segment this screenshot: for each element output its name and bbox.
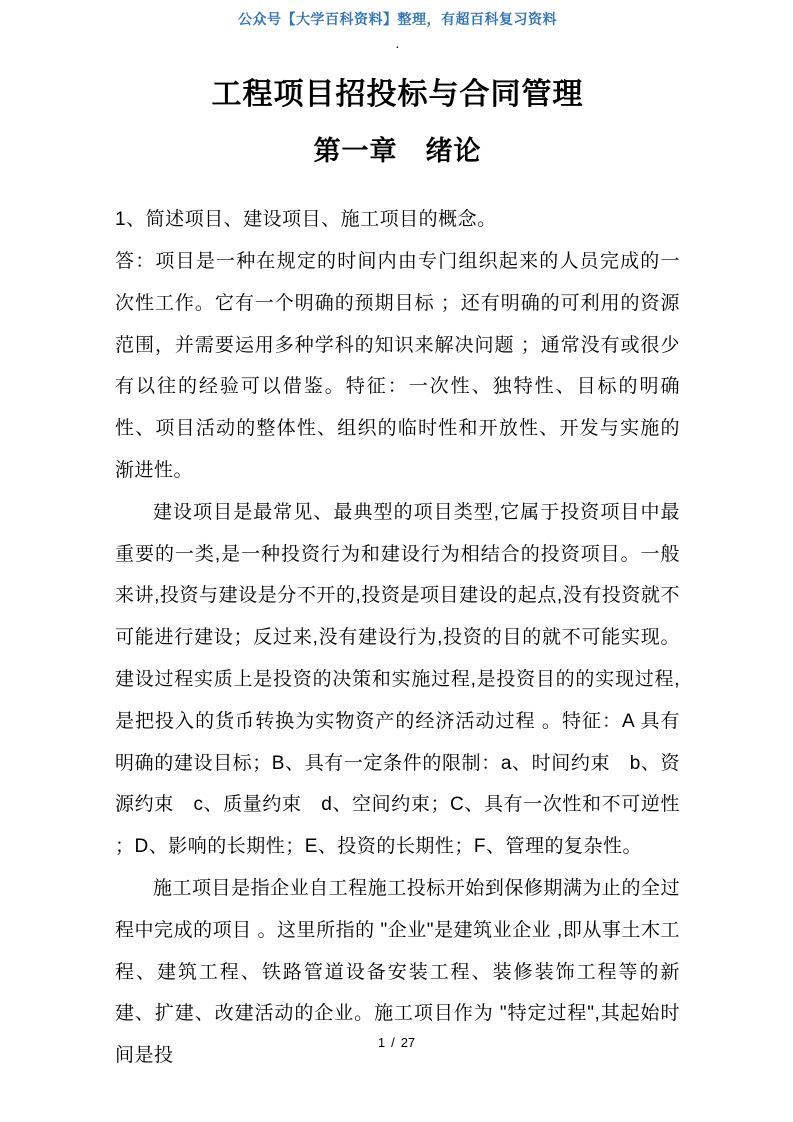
page-footer — [0, 1035, 793, 1050]
page-number-current: 1 — [377, 1035, 386, 1050]
document-body — [115, 199, 680, 1077]
body-paragraph: 答：项目是一种在规定的时间内由专门组织起来的人员完成的一次性工作。它有一个明确的预期目标 ；还有明确的可利用的资源范围，并需要运用多种学科的知识来解决问题 ；通常没有或很少有以往的经验可以借鉴。特征：一次性、独特性、目标的明确性、项目活动的整体性、组织的临时性和开放性、开发与实施的渐进性。 — [115, 251, 680, 482]
paragraph-container — [115, 241, 680, 1077]
page-number-separator: / — [391, 1035, 395, 1050]
body-paragraph: 建设项目是最常见、最典型的项目类型,它属于投资项目中最重要的一类,是一种投资行为和建设行为相结合的投资项目。一般来讲,投资与建设是分不开的,投资是项目建设的起点,没有投资就不可能进行建设；反过来,没有建设行为,投资的目的就不可能实现。建设过程实质上是投资的决策和实施过程,是投资目的的实现过程,是把投入的货币转换为实物资产的经济活动过程 。特征：A 具有明确的建设目标；B、具有一定条件的限制：a、时间约束 b、资源约束 c、质量约束 d、空间约束；C、具有一次性和不可逆性 ；D、影响的长期性；E、投资的长期性；F、管理的复杂性。 — [115, 501, 680, 858]
page-number-total: 27 — [400, 1035, 416, 1050]
header-watermark-note: 公众号【大学百科资料】整理，有超百科复习资料 — [238, 11, 557, 27]
header-dot: . — [395, 34, 400, 51]
question-heading: 1、简述项目、建设项目、施工项目的概念。 — [115, 209, 497, 231]
chapter-title: 第一章 绪论 — [313, 136, 482, 167]
body-paragraph: 施工项目是指企业自工程施工投标开始到保修期满为止的全过程中完成的项目 。这里所指的 "企业"是建筑业企业 ,即从事土木工程、建筑工程、铁路管道设备安装工程、装修装饰工程等的新建、扩建、改建活动的企业。施工项目作为 "特定过程",其起始时间是投 — [115, 878, 680, 1067]
document-title: 工程项目招投标与合同管理 — [211, 78, 584, 112]
